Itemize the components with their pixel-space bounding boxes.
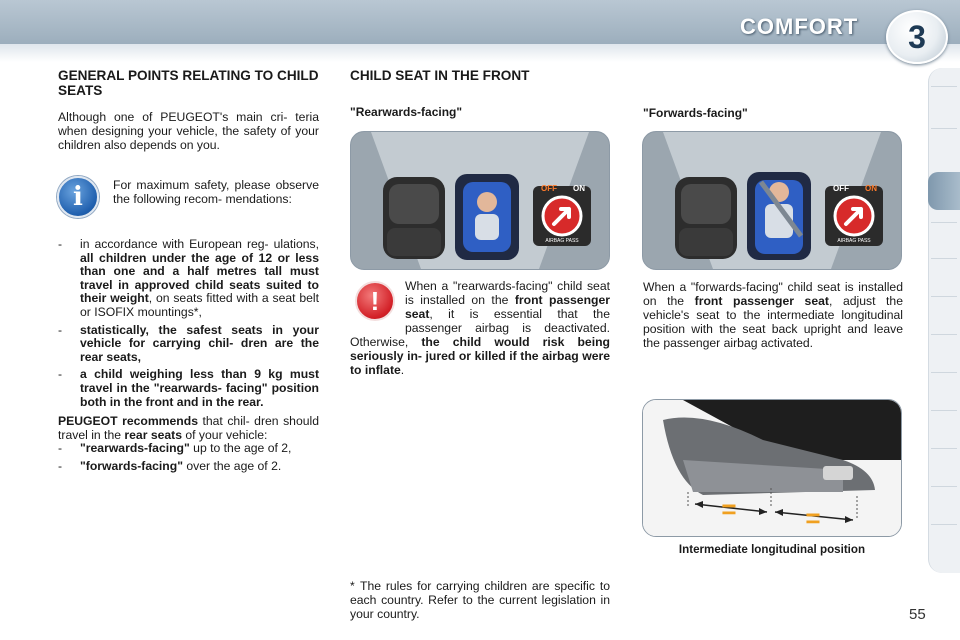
- list-item: - statistically, the safest seats in your vehicle for carrying chil- dren are the rear seats,: [58, 322, 319, 364]
- info-icon: i: [57, 176, 99, 218]
- recommend-paragraph: PEUGEOT recommends that chil- dren should travel in the rear seats of your vehicle:: [58, 414, 319, 443]
- forwards-seat-drawing: [643, 132, 901, 269]
- airbag-pass-label: AIRBAG PASS: [837, 238, 871, 244]
- chapter-tab[interactable]: [931, 448, 957, 449]
- rearwards-illustration: [350, 131, 610, 270]
- airbag-pass-label: AIRBAG PASS: [545, 238, 579, 244]
- airbag-on-text: ON: [573, 184, 585, 193]
- list-item: - "rearwards-facing" up to the age of 2,: [58, 441, 292, 456]
- warning-paragraph: When a "rearwards-facing" child seat is installed on the front passenger seat, it is essential that the passenger airbag is deactivated. Otherwise, the child would risk being seriously in- jured or killed if the airbag were to inflate.: [350, 279, 610, 377]
- chapter-tab[interactable]: [931, 486, 957, 487]
- chapter-number: 3: [908, 19, 926, 55]
- airbag-off-text: OFF: [541, 184, 557, 193]
- chapter-tab[interactable]: [931, 222, 957, 223]
- seat-position-caption: Intermediate longitudinal position: [678, 543, 866, 556]
- forwards-illustration: [642, 131, 902, 270]
- list-item: - "forwards-facing" over the age of 2.: [58, 458, 282, 473]
- chapter-tabs-rail: [928, 68, 960, 573]
- rules-list: [58, 238, 319, 473]
- warning-icon: !: [355, 281, 395, 321]
- chapter-tab[interactable]: [931, 372, 957, 373]
- airbag-off-text: OFF: [833, 184, 849, 193]
- rearwards-label: "Rearwards-facing": [350, 105, 463, 119]
- forwards-label: "Forwards-facing": [643, 106, 748, 120]
- list-item: - in accordance with European reg- ulations, all children under the age of 12 or less than one and a half metres tall must travel in approved child seats suited to their weight, on seats fitted with a seat belt or ISOFIX mountings*,: [58, 237, 319, 319]
- chapter-tab[interactable]: [931, 296, 957, 297]
- chapter-tab[interactable]: [931, 86, 957, 87]
- info-note: For maximum safety, please observe the following recom- mendations:: [113, 178, 319, 206]
- chapter-tab[interactable]: [931, 258, 957, 259]
- page-number: 55: [909, 606, 926, 623]
- list-item: - a child weighing less than 9 kg must travel in the "rearwards- facing" position both in the front and in the rear.: [58, 367, 319, 409]
- header-swoosh: [0, 44, 960, 62]
- equal-distance-mark: =: [721, 494, 737, 524]
- chapter-tab[interactable]: [931, 410, 957, 411]
- rearwards-seat-drawing: [351, 132, 609, 269]
- seat-rail-drawing: [643, 400, 901, 536]
- section-heading-front: CHILD SEAT IN THE FRONT: [350, 68, 530, 83]
- chapter-tab[interactable]: [931, 128, 957, 129]
- forwards-paragraph: When a "forwards-facing" child seat is installed on the front passenger seat, adjust the vehicle's seat to the intermediate longitudinal position with the seat back upright and leave the passenger airbag activated.: [643, 280, 903, 350]
- equal-distance-mark: =: [805, 503, 821, 533]
- footnote: * The rules for carrying children are specific to each country. Refer to the current legislation in your country.: [350, 579, 610, 621]
- chapter-tab[interactable]: [931, 334, 957, 335]
- chapter-tab-active[interactable]: [928, 172, 960, 210]
- section-heading-general: GENERAL POINTS RELATING TO CHILD SEATS: [58, 68, 319, 98]
- intro-paragraph: Although one of PEUGEOT's main cri- teria when designing your vehicle, the safety of your children also depends on you.: [58, 110, 319, 152]
- chapter-title: COMFORT: [740, 14, 859, 39]
- chapter-number-badge: [886, 10, 948, 64]
- airbag-on-text: ON: [865, 184, 877, 193]
- seat-position-illustration: [642, 399, 902, 537]
- chapter-tab[interactable]: [931, 524, 957, 525]
